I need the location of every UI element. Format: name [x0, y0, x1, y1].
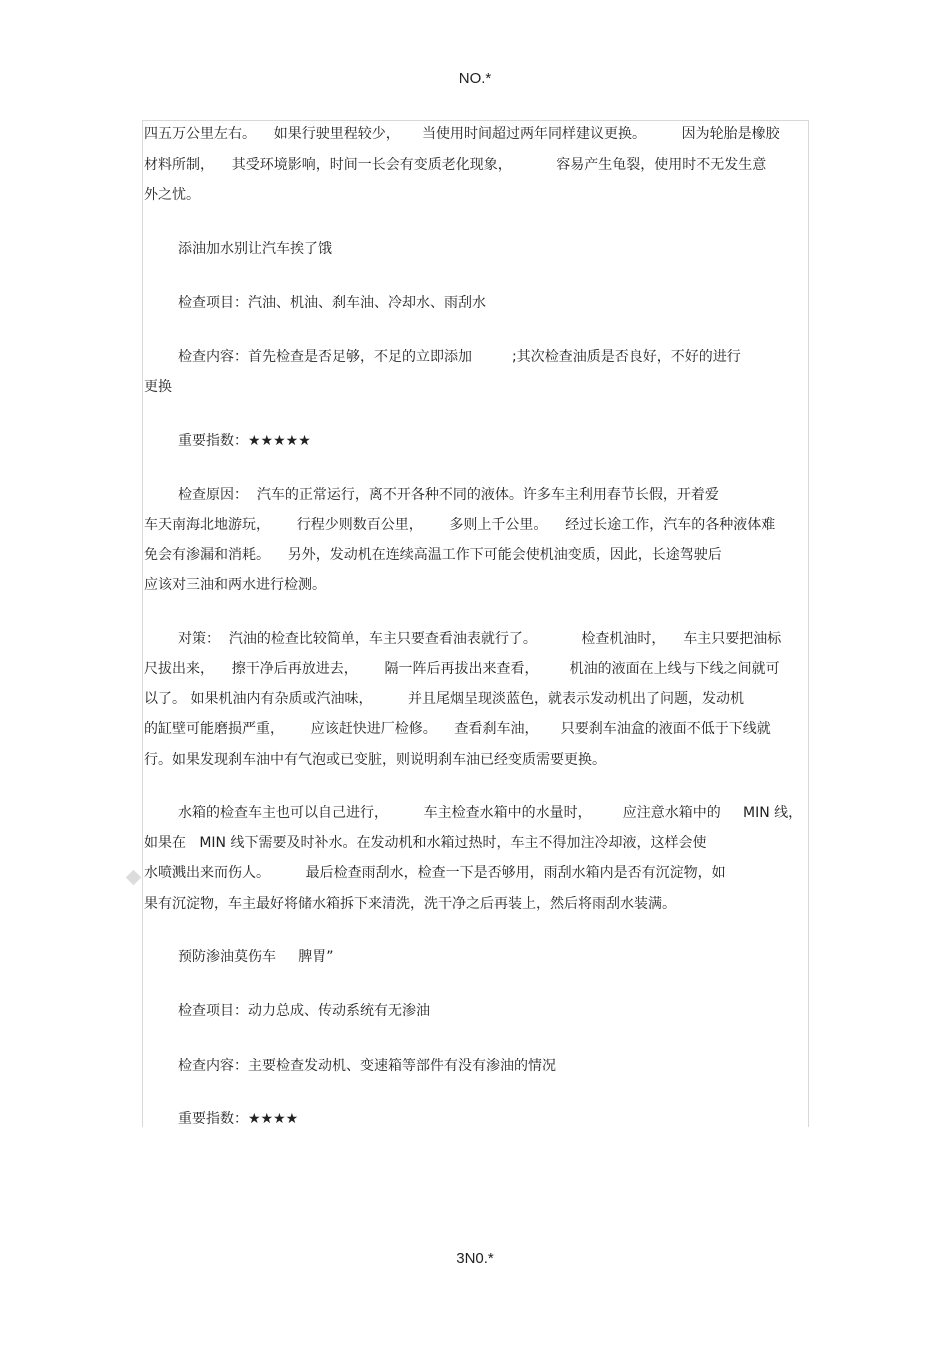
text-line: 四五万公里左右。 如果行驶里程较少， 当使用时间超过两年同样建议更换。 因为轮胎是橡胶 — [144, 126, 780, 142]
importance-rating: 重要指数：★★★★★ — [178, 433, 311, 449]
text-line: 应该对三油和两水进行检测。 — [144, 577, 326, 593]
text-line: 的缸壁可能磨损严重， 应该赶快进厂检修。 查看刹车油， 只要刹车油盒的液面不低于下线就 — [144, 721, 771, 737]
text-line: 外之忧。 — [144, 187, 200, 203]
importance-rating: 重要指数：★★★★ — [178, 1111, 299, 1127]
page-header: NO.* — [458, 70, 492, 87]
text-line: 免会有渗漏和消耗。 另外，发动机在连续高温工作下可能会使机油变质，因此，长途驾驶后 — [144, 547, 722, 563]
text-line: 如果在 MIN 线下需要及时补水。在发动机和水箱过热时，车主不得加注冷却液，这样会使 — [144, 835, 707, 851]
text-line: 检查内容：首先检查是否足够，不足的立即添加 ;其次检查油质是否良好，不好的进行 — [178, 349, 741, 365]
text-line: 果有沉淀物，车主最好将储水箱拆下来清洗，洗干净之后再装上，然后将雨刮水装满。 — [144, 896, 676, 912]
text-line: 车天南海北地游玩， 行程少则数百公里， 多则上千公里。 经过长途工作，汽车的各种液体难 — [144, 517, 776, 533]
section-heading: 添油加水别让汽车挨了饿 — [178, 241, 332, 257]
text-line: 水箱的检查车主也可以自己进行， 车主检查水箱中的水量时， 应注意水箱中的 MIN 线， — [178, 805, 803, 821]
check-items: 检查项目：汽油、机油、刹车油、冷却水、雨刮水 — [178, 295, 486, 311]
text-line: 材料所制， 其受环境影响，时间一长会有变质老化现象， 容易产生龟裂，使用时不无发生意 — [144, 157, 767, 173]
margin-diamond-mark — [126, 870, 142, 886]
content-frame — [142, 120, 809, 1127]
text-line: 对策： 汽油的检查比较简单，车主只要查看油表就行了。 检查机油时， 车主只要把油标 — [178, 631, 782, 647]
text-line: 检查原因： 汽车的正常运行，离不开各种不同的液体。许多车主利用春节长假，开着爱 — [178, 487, 719, 503]
check-items: 检查项目：动力总成、传动系统有无渗油 — [178, 1003, 430, 1019]
text-line: 水喷溅出来而伤人。 最后检查雨刮水，检查一下是否够用，雨刮水箱内是否有沉淀物，如 — [144, 865, 726, 881]
text-line: 尺拔出来， 擦干净后再放进去， 隔一阵后再拔出来查看， 机油的液面在上线与下线之间就可 — [144, 661, 780, 677]
section-heading: 预防渗油莫伤车 脾胃” — [178, 949, 334, 965]
text-line: 检查内容：主要检查发动机、变速箱等部件有没有渗油的情况 — [178, 1058, 556, 1074]
page-footer: 3N0.* — [456, 1250, 494, 1267]
text-line: 以了。 如果机油内有杂质或汽油味， 并且尾烟呈现淡蓝色，就表示发动机出了问题，发动机 — [144, 691, 745, 707]
text-line: 更换 — [144, 379, 172, 395]
text-line: 行。如果发现刹车油中有气泡或已变脏，则说明刹车油已经变质需要更换。 — [144, 752, 606, 768]
